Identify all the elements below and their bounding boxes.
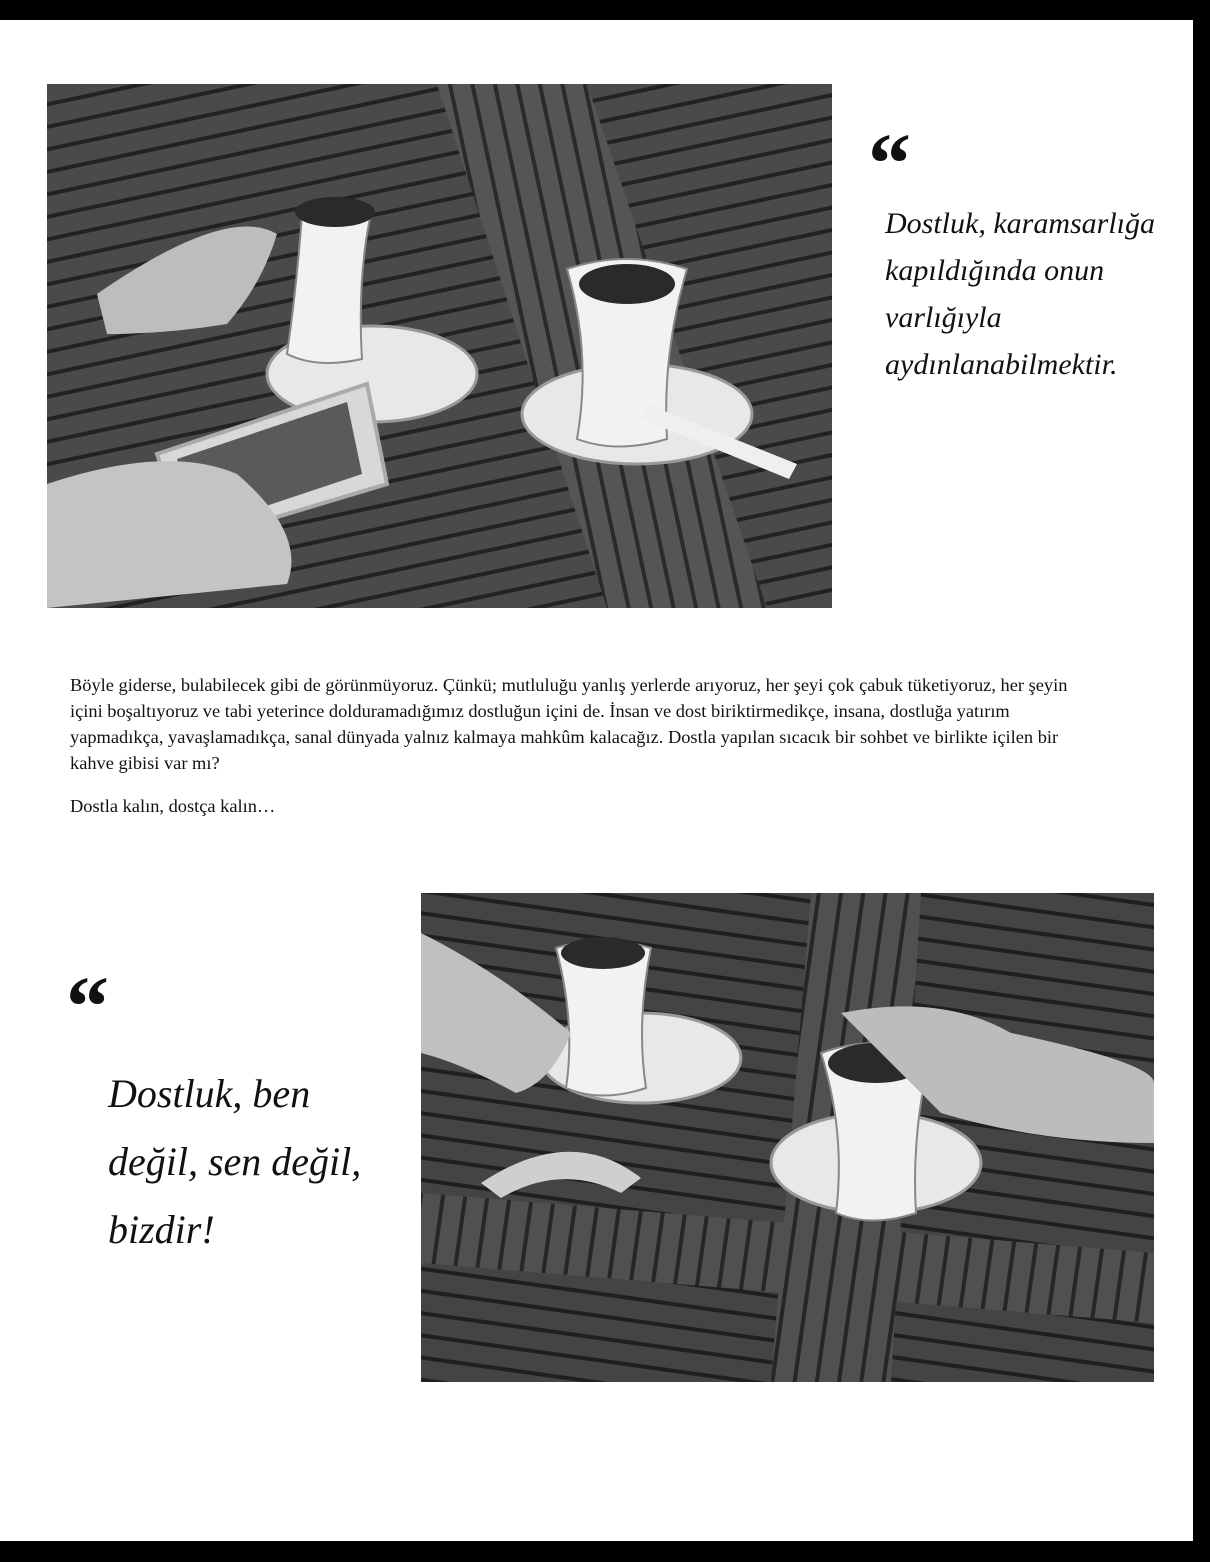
photo-tea-glasses-and-phone <box>47 84 832 608</box>
pull-quote-friendship-light: Dostluk, karamsarlığa kapıldığında onun varlığıyla aydınlanabilmektir. <box>885 207 1155 381</box>
photo-hands-with-tea-glasses <box>421 893 1154 1382</box>
article-body <box>70 672 1090 836</box>
quote-mark-icon: “ <box>66 958 109 1054</box>
quote-mark-icon: “ <box>868 115 911 211</box>
body-paragraph: Böyle giderse, bulabilecek gibi de görünmüyoruz. Çünkü; mutluluğu yanlış yerlerde arıyoruz, her şeyi çok çabuk tüketiyoruz, her şeyin içini boşaltıyoruz ve tabi yeterince dolduramadığımız dostluğun içini de. İnsan ve dost biriktirmedikçe, insana, dostluğa yatırım yapmadıkça, yavaşlamadıkça, sanal dünyada yalnız kalmaya mahkûm kalacağız. Dostla yapılan sıcacık bir sohbet ve birlikte içilen bir kahve gibisi var mı? <box>70 675 1068 773</box>
document-page <box>0 20 1193 1541</box>
closing-line: Dostla kalın, dostça kalın… <box>70 796 276 816</box>
pull-quote-friendship-us: Dostluk, ben değil, sen değil, bizdir! <box>108 1071 362 1252</box>
